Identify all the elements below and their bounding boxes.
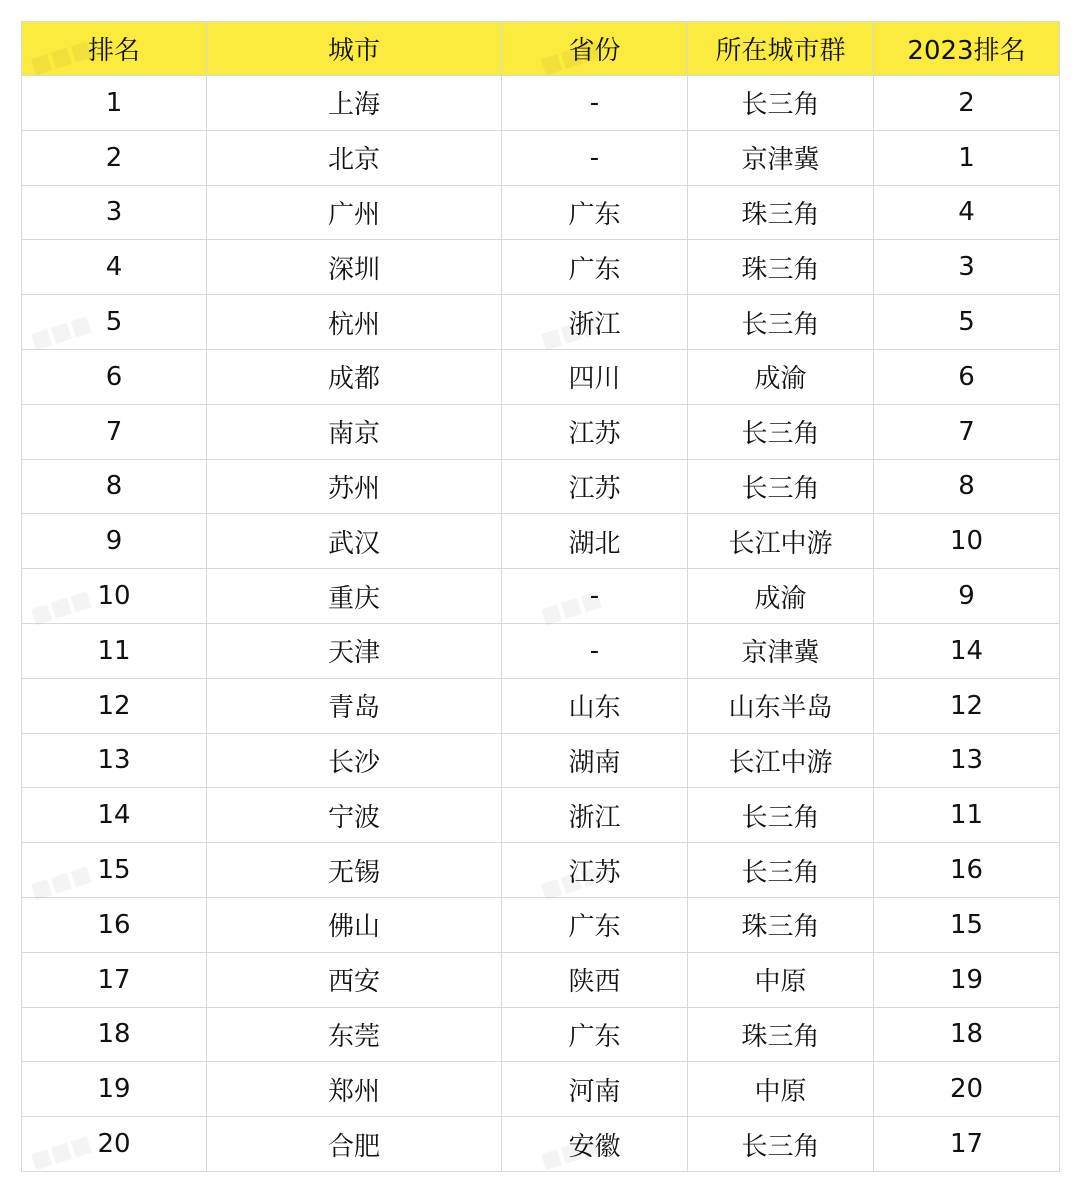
province-cell: 江苏 xyxy=(502,843,688,898)
rank-2023-cell: 17 xyxy=(874,1117,1060,1172)
rank-2023-cell: 6 xyxy=(874,349,1060,404)
rank-cell: 9 xyxy=(22,514,207,569)
rank-2023-cell: 9 xyxy=(874,569,1060,624)
city-cluster-cell: 珠三角 xyxy=(688,240,874,295)
province-cell: 湖北 xyxy=(502,514,688,569)
table-row xyxy=(22,678,1060,733)
table-row xyxy=(22,788,1060,843)
rank-2023-cell: 11 xyxy=(874,788,1060,843)
city-cell: 成都 xyxy=(207,349,502,404)
rank-2023-cell: 13 xyxy=(874,733,1060,788)
city-cell: 广州 xyxy=(207,185,502,240)
table-body xyxy=(22,76,1060,1172)
rank-2023-cell: 8 xyxy=(874,459,1060,514)
city-cell: 青岛 xyxy=(207,678,502,733)
city-cell: 东莞 xyxy=(207,1007,502,1062)
city-cluster-cell: 中原 xyxy=(688,1062,874,1117)
city-cluster-cell: 长江中游 xyxy=(688,514,874,569)
city-cluster-cell: 珠三角 xyxy=(688,1007,874,1062)
city-cell: 杭州 xyxy=(207,295,502,350)
rank-cell: 19 xyxy=(22,1062,207,1117)
rank-cell: 13 xyxy=(22,733,207,788)
rank-cell: 11 xyxy=(22,623,207,678)
table-row xyxy=(22,130,1060,185)
city-cluster-cell: 长三角 xyxy=(688,1117,874,1172)
city-cluster-cell: 珠三角 xyxy=(688,185,874,240)
province-cell: 河南 xyxy=(502,1062,688,1117)
table-row xyxy=(22,185,1060,240)
table-row xyxy=(22,1062,1060,1117)
table-row xyxy=(22,569,1060,624)
rank-2023-cell: 2 xyxy=(874,76,1060,131)
rank-cell: 10 xyxy=(22,569,207,624)
province-cell: - xyxy=(502,623,688,678)
table-row xyxy=(22,295,1060,350)
rank-cell: 12 xyxy=(22,678,207,733)
city-cell: 上海 xyxy=(207,76,502,131)
city-cell: 无锡 xyxy=(207,843,502,898)
rank-2023-cell: 4 xyxy=(874,185,1060,240)
table-row xyxy=(22,459,1060,514)
rank-cell: 14 xyxy=(22,788,207,843)
province-cell: 浙江 xyxy=(502,295,688,350)
city-cell: 北京 xyxy=(207,130,502,185)
city-cell: 重庆 xyxy=(207,569,502,624)
table-row xyxy=(22,514,1060,569)
table-row xyxy=(22,843,1060,898)
province-cell: 广东 xyxy=(502,185,688,240)
city-cluster-cell: 长三角 xyxy=(688,843,874,898)
table-row xyxy=(22,623,1060,678)
city-cluster-cell: 京津冀 xyxy=(688,623,874,678)
city-cluster-cell: 长三角 xyxy=(688,404,874,459)
rank-2023-cell: 14 xyxy=(874,623,1060,678)
province-cell: 广东 xyxy=(502,240,688,295)
city-ranking-table xyxy=(21,21,1060,1172)
rank-cell: 7 xyxy=(22,404,207,459)
city-cell: 天津 xyxy=(207,623,502,678)
city-cell: 武汉 xyxy=(207,514,502,569)
province-cell: 陕西 xyxy=(502,952,688,1007)
header-rank: 排名 xyxy=(22,22,207,76)
city-cluster-cell: 山东半岛 xyxy=(688,678,874,733)
province-cell: - xyxy=(502,76,688,131)
province-cell: 安徽 xyxy=(502,1117,688,1172)
rank-cell: 4 xyxy=(22,240,207,295)
table-header xyxy=(22,22,1060,76)
rank-2023-cell: 20 xyxy=(874,1062,1060,1117)
rank-2023-cell: 7 xyxy=(874,404,1060,459)
province-cell: - xyxy=(502,569,688,624)
header-city-cluster: 所在城市群 xyxy=(688,22,874,76)
city-cluster-cell: 长三角 xyxy=(688,295,874,350)
province-cell: 广东 xyxy=(502,897,688,952)
table-row xyxy=(22,952,1060,1007)
rank-cell: 1 xyxy=(22,76,207,131)
table-row xyxy=(22,733,1060,788)
table-row xyxy=(22,404,1060,459)
rank-cell: 5 xyxy=(22,295,207,350)
rank-2023-cell: 3 xyxy=(874,240,1060,295)
province-cell: 浙江 xyxy=(502,788,688,843)
rank-2023-cell: 12 xyxy=(874,678,1060,733)
rank-cell: 20 xyxy=(22,1117,207,1172)
table-row xyxy=(22,240,1060,295)
city-cell: 郑州 xyxy=(207,1062,502,1117)
city-cluster-cell: 京津冀 xyxy=(688,130,874,185)
city-cluster-cell: 长江中游 xyxy=(688,733,874,788)
city-cluster-cell: 珠三角 xyxy=(688,897,874,952)
rank-cell: 18 xyxy=(22,1007,207,1062)
rank-2023-cell: 19 xyxy=(874,952,1060,1007)
province-cell: 广东 xyxy=(502,1007,688,1062)
city-cell: 南京 xyxy=(207,404,502,459)
city-cluster-cell: 成渝 xyxy=(688,569,874,624)
city-cluster-cell: 长三角 xyxy=(688,788,874,843)
city-cluster-cell: 成渝 xyxy=(688,349,874,404)
table-row xyxy=(22,1117,1060,1172)
city-cell: 西安 xyxy=(207,952,502,1007)
city-cluster-cell: 长三角 xyxy=(688,76,874,131)
province-cell: 湖南 xyxy=(502,733,688,788)
rank-cell: 16 xyxy=(22,897,207,952)
table-row xyxy=(22,1007,1060,1062)
rank-2023-cell: 15 xyxy=(874,897,1060,952)
rank-cell: 15 xyxy=(22,843,207,898)
city-cell: 苏州 xyxy=(207,459,502,514)
table-row xyxy=(22,349,1060,404)
rank-2023-cell: 1 xyxy=(874,130,1060,185)
header-row xyxy=(22,22,1060,76)
city-cluster-cell: 中原 xyxy=(688,952,874,1007)
city-cluster-cell: 长三角 xyxy=(688,459,874,514)
rank-2023-cell: 18 xyxy=(874,1007,1060,1062)
city-cell: 合肥 xyxy=(207,1117,502,1172)
ranking-table-container xyxy=(21,21,1059,1172)
city-cell: 宁波 xyxy=(207,788,502,843)
city-cell: 佛山 xyxy=(207,897,502,952)
rank-cell: 17 xyxy=(22,952,207,1007)
rank-2023-cell: 5 xyxy=(874,295,1060,350)
province-cell: 山东 xyxy=(502,678,688,733)
header-city: 城市 xyxy=(207,22,502,76)
rank-cell: 6 xyxy=(22,349,207,404)
city-cell: 深圳 xyxy=(207,240,502,295)
header-rank-2023: 2023排名 xyxy=(874,22,1060,76)
province-cell: 四川 xyxy=(502,349,688,404)
province-cell: 江苏 xyxy=(502,459,688,514)
table-row xyxy=(22,76,1060,131)
city-cell: 长沙 xyxy=(207,733,502,788)
rank-cell: 2 xyxy=(22,130,207,185)
rank-cell: 3 xyxy=(22,185,207,240)
province-cell: - xyxy=(502,130,688,185)
rank-2023-cell: 10 xyxy=(874,514,1060,569)
rank-cell: 8 xyxy=(22,459,207,514)
table-row xyxy=(22,897,1060,952)
province-cell: 江苏 xyxy=(502,404,688,459)
header-province: 省份 xyxy=(502,22,688,76)
rank-2023-cell: 16 xyxy=(874,843,1060,898)
